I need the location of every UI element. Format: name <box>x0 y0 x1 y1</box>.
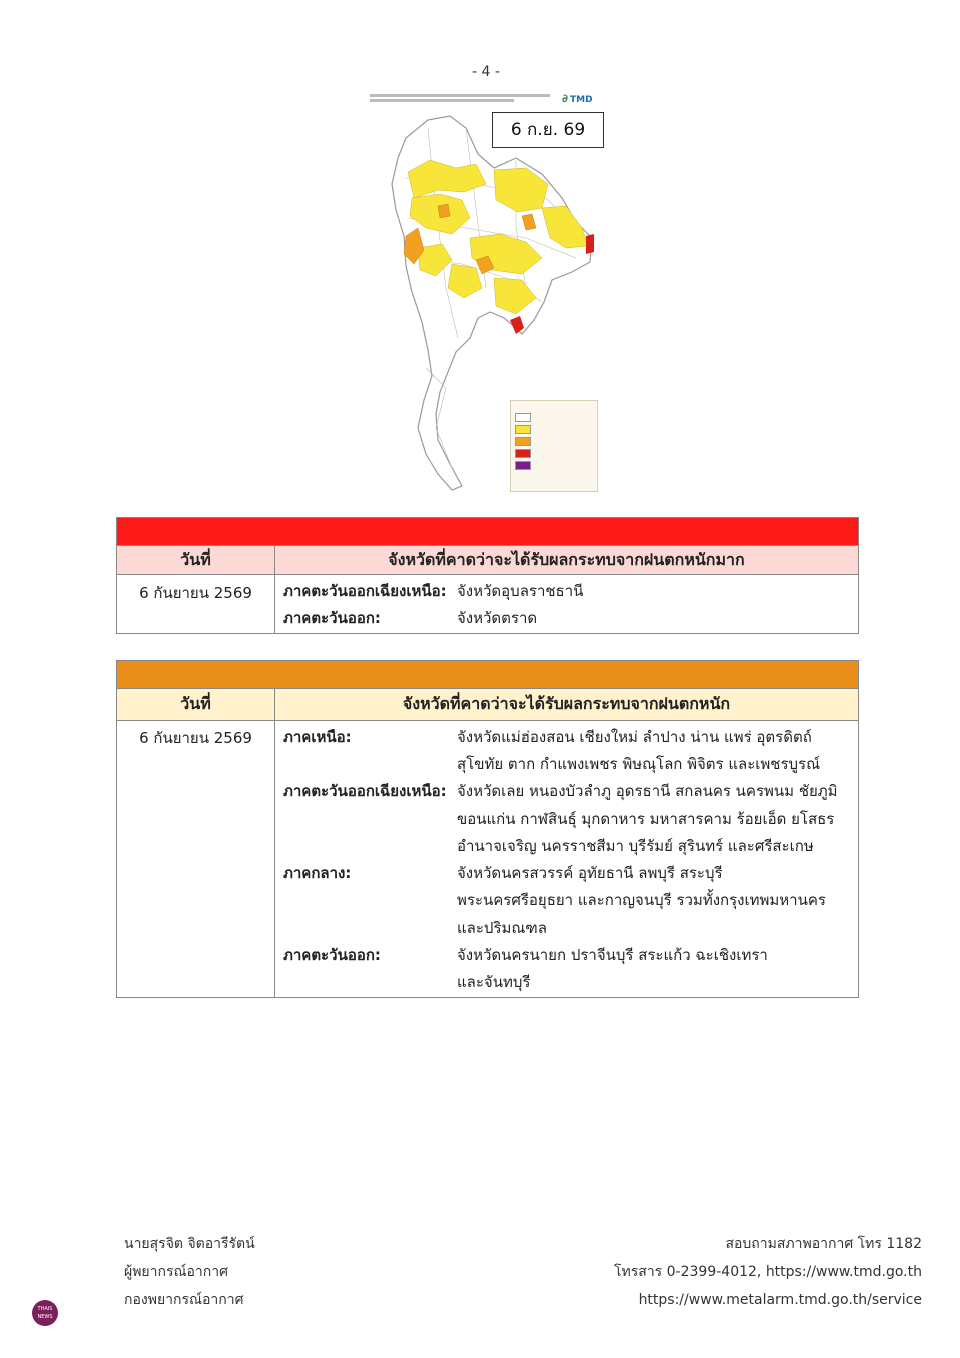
contact-service-link[interactable]: https://www.metalarm.tmd.go.th/service <box>638 1292 922 1308</box>
region-label: ภาคตะวันออกเฉียงเหนือ: <box>283 782 447 801</box>
provinces-cell <box>275 721 859 998</box>
forecaster-title: ผู้พยากรณ์อากาศ <box>124 1264 228 1280</box>
very-heavy-rain-table <box>116 517 859 634</box>
province-list: พระนครศรีอยุธยา และกาญจนบุรี รวมทั้งกรุงเทพมหานคร <box>457 891 826 910</box>
province-list: ขอนแก่น กาฬสินธุ์ มุกดาหาร มหาสารคาม ร้อยเอ็ด ยโสธร <box>457 809 835 828</box>
page-number: - 4 - <box>472 64 500 80</box>
legend-item-extreme <box>515 449 593 458</box>
heavy-rain-table <box>116 660 859 998</box>
region-row-continued <box>275 832 858 859</box>
rain-forecast-map <box>366 88 610 498</box>
region-row-continued <box>275 750 858 777</box>
legend-item-very-heavy <box>515 437 593 446</box>
region-label: ภาคตะวันออก: <box>283 608 381 627</box>
map-legend <box>510 400 598 492</box>
province-list: จังหวัดแม่ฮ่องสอน เชียงใหม่ ลำปาง น่าน แพร่ อุตรดิตถ์ <box>457 727 812 746</box>
date-cell: 6 กันยายน 2569 <box>117 721 275 998</box>
col-provinces-header: จังหวัดที่คาดว่าจะได้รับผลกระทบจากฝนตกหนัก <box>275 689 859 721</box>
province-list: และจันทบุรี <box>457 973 531 992</box>
provinces-cell <box>275 575 859 634</box>
forecaster-name: นายสุรจิต จิตอารีรัตน์ <box>124 1236 255 1252</box>
legend-item-light <box>515 413 593 422</box>
region-row <box>275 723 858 750</box>
legend-item-heavy <box>515 425 593 434</box>
forecaster-division: กองพยากรณ์อากาศ <box>124 1292 244 1308</box>
province-list: จังหวัดตราด <box>457 608 538 627</box>
province-list: อำนาจเจริญ นครราชสีมา บุรีรัมย์ สุรินทร์ และศรีสะเกษ <box>457 836 814 855</box>
region-row <box>275 604 858 631</box>
region-row <box>275 859 858 886</box>
forecaster-signature-block <box>124 1230 255 1314</box>
heavy-header-bar <box>116 660 859 688</box>
region-label: ภาคเหนือ: <box>283 727 352 746</box>
date-cell: 6 กันยายน 2569 <box>117 575 275 634</box>
province-list: สุโขทัย ตาก กำแพงเพชร พิษณุโลก พิจิตร และเพชรบูรณ์ <box>457 754 821 773</box>
province-list: และปริมณฑล <box>457 918 547 937</box>
region-label: ภาคตะวันออกเฉียงเหนือ: <box>283 581 447 600</box>
very-heavy-header-bar <box>116 517 859 545</box>
region-row-continued <box>275 914 858 941</box>
legend-title <box>515 404 593 410</box>
tmd-logo: ∂ TMD <box>562 92 593 105</box>
col-date-header: วันที่ <box>117 689 275 721</box>
contact-fax-website[interactable]: โทรสาร 0-2399-4012, https://www.tmd.go.th <box>614 1264 922 1280</box>
contact-phone: สอบถามสภาพอากาศ โทร 1182 <box>725 1236 922 1252</box>
legend-item-severe <box>515 461 593 470</box>
news-watermark-logo: THAIS NEWS <box>32 1300 58 1326</box>
province-list: จังหวัดนครนายก ปราจีนบุรี สระแก้ว ฉะเชิงเทรา <box>457 946 768 965</box>
region-row <box>275 577 858 604</box>
province-list: จังหวัดนครสวรรค์ อุทัยธานี ลพบุรี สระบุรี <box>457 864 723 883</box>
contact-info-block <box>614 1230 922 1314</box>
province-list: จังหวัดอุบลราชธานี <box>457 581 584 600</box>
region-row-continued <box>275 887 858 914</box>
province-list: จังหวัดเลย หนองบัวลำภู อุดรธานี สกลนคร นครพนม ชัยภูมิ <box>457 782 838 801</box>
region-label: ภาคตะวันออก: <box>283 946 381 965</box>
col-provinces-header: จังหวัดที่คาดว่าจะได้รับผลกระทบจากฝนตกหนักมาก <box>275 546 859 575</box>
region-row-continued <box>275 969 858 996</box>
region-label: ภาคกลาง: <box>283 864 352 883</box>
map-date-label: 6 ก.ย. 69 <box>492 112 604 148</box>
region-row <box>275 778 858 805</box>
region-row-continued <box>275 805 858 832</box>
col-date-header: วันที่ <box>117 546 275 575</box>
region-row <box>275 941 858 968</box>
